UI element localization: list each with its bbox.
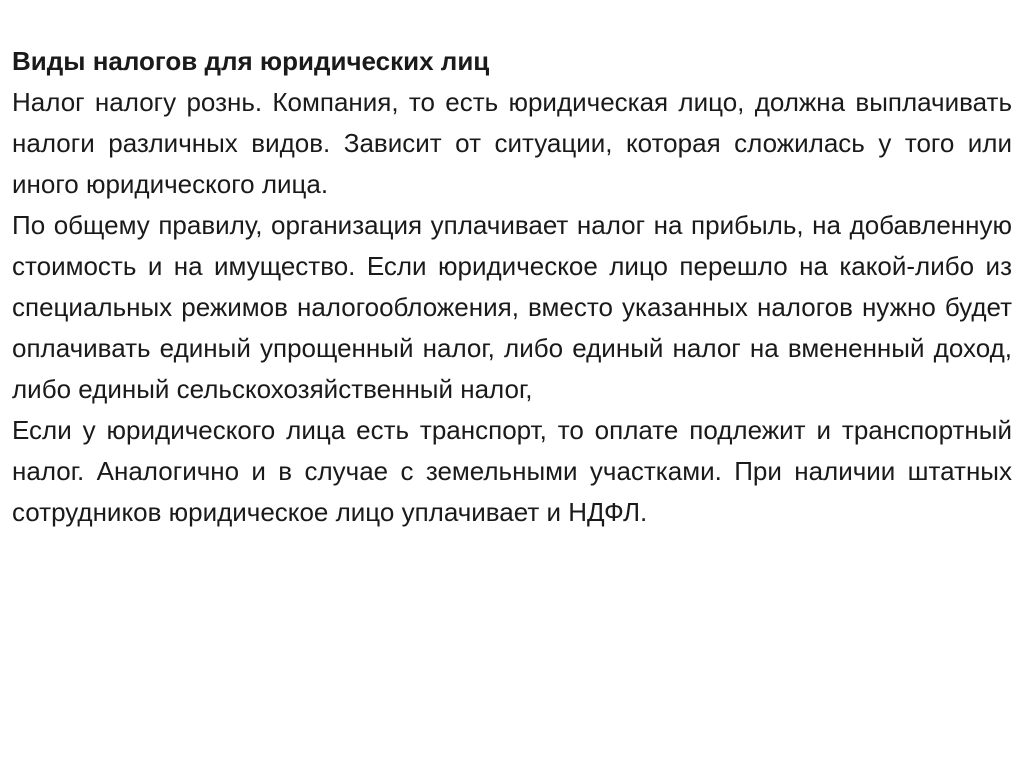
paragraph-intro: Налог налогу рознь. Компания, то есть юридическая лицо, должна выплачивать налоги различных видов. Зависит от ситуации, которая сложилась у того или иного юридического лица. [12,87,1012,199]
paragraph-general-rule: По общему правилу, организация уплачивает налог на прибыль, на добавленную стоимость и на имущество. Если юридическое лицо перешло на какой-либо из специальных режимов налогообложения, вместо указанных налогов нужно будет оплачивать единый упрощенный налог, либо единый налог на вмененный доход, либо единый сельскохозяйственный налог, [12,210,1012,404]
slide-title: Виды налогов для юридических лиц [12,46,490,76]
slide-content [12,41,1012,533]
paragraph-transport-land: Если у юридического лица есть транспорт, то оплате подлежит и транспортный налог. Аналогично и в случае с земельными участками. При наличии штатных сотрудников юридическое лицо уплачивает и НДФЛ. [12,415,1012,527]
